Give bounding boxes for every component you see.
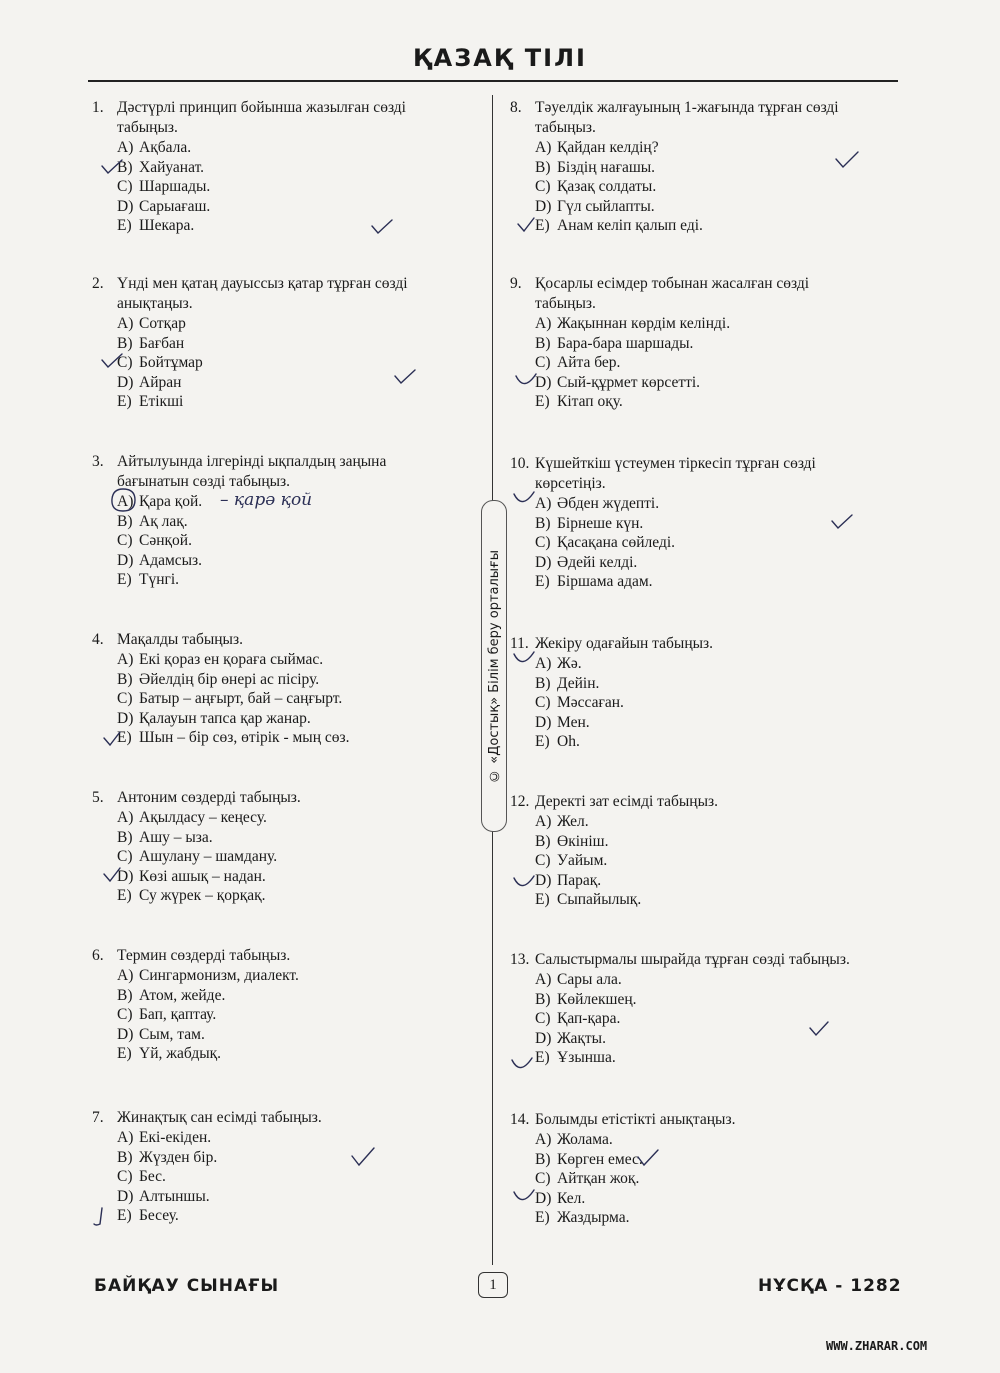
option-c: C) Шаршады.	[117, 178, 211, 196]
option-e: E) Анам келіп қалып еді.	[535, 217, 703, 235]
question-text-cont: бағынатын сөзді табыңыз.	[117, 473, 291, 490]
question-6	[92, 946, 477, 1064]
option-e: E) Бесеу.	[117, 1207, 179, 1225]
option-c: C) Айтқан жоқ.	[535, 1170, 640, 1188]
title-divider	[88, 80, 898, 82]
question-14	[510, 1110, 895, 1228]
option-list	[510, 314, 895, 412]
option-list	[510, 494, 895, 592]
question-text: Мақалды табыңыз.	[117, 631, 243, 648]
option-e: E) Үй, жабдық.	[117, 1045, 222, 1063]
question-number: 9.	[510, 275, 522, 292]
option-a: A) Жел.	[535, 813, 589, 830]
question-2	[92, 274, 477, 412]
question-number: 5.	[92, 789, 104, 806]
option-d: D) Көзі ашық – надан.	[117, 867, 266, 885]
question-7	[92, 1108, 477, 1226]
option-a: A) Сингармонизм, диалект.	[117, 967, 299, 984]
option-c: C) Қасақана сөйледі.	[535, 534, 676, 552]
option-a: A) Қара қой.	[117, 493, 203, 510]
side-banner	[481, 500, 507, 832]
option-list	[510, 812, 895, 910]
option-c: C) Қап-қара.	[535, 1010, 621, 1028]
question-9	[510, 274, 895, 412]
option-b: B) Ашу – ыза.	[117, 828, 213, 846]
question-text-cont: анықтаңыз.	[117, 295, 193, 312]
question-text: Салыстырмалы шырайда тұрған сөзді табыңыз.	[535, 951, 850, 968]
option-d: D) Әдейі келді.	[535, 553, 638, 571]
option-c: C) Айта бер.	[535, 354, 621, 372]
option-e: E) Шын – бір сөз, өтірік - мың сөз.	[117, 729, 350, 747]
question-10	[510, 454, 895, 592]
option-list	[92, 650, 477, 748]
option-list	[510, 1130, 895, 1228]
option-e: E) Етікші	[117, 393, 184, 411]
option-b: B) Көрген емес.	[535, 1150, 643, 1168]
option-b: B) Әйелдің бір өнері ас пісіру.	[117, 670, 320, 688]
option-b: B) Өкініш.	[535, 832, 609, 850]
question-text: Дәстүрлі принцип бойынша жазылған сөзді	[117, 99, 406, 116]
option-a: A) Әбден жүдепті.	[535, 495, 660, 512]
option-d: D) Кел.	[535, 1189, 586, 1207]
option-b: B) Жүзден бір.	[117, 1148, 218, 1166]
question-text-cont: табыңыз.	[535, 119, 596, 136]
question-text: Жекіру одағайын табыңыз.	[535, 635, 714, 652]
option-a: A) Сары ала.	[535, 971, 622, 988]
option-a: A) Жә.	[535, 655, 582, 672]
option-d: D) Алтыншы.	[117, 1187, 210, 1205]
option-d: D) Адамсыз.	[117, 551, 203, 569]
question-5	[92, 788, 477, 906]
option-c: C) Мәссаған.	[535, 694, 624, 712]
question-text: Тәуелдік жалғауының 1-жағында тұрған сөзді	[535, 99, 839, 116]
option-c: C) Бап, қаптау.	[117, 1006, 217, 1024]
option-list	[92, 966, 477, 1064]
option-a: A) Сотқар	[117, 315, 186, 332]
option-a: A) Жолама.	[535, 1131, 613, 1148]
option-d: D) Жақты.	[535, 1029, 606, 1047]
question-number: 13.	[510, 951, 530, 968]
left-column	[92, 98, 477, 1258]
question-number: 8.	[510, 99, 522, 116]
option-d: D) Айран	[117, 373, 182, 391]
question-13	[510, 950, 895, 1068]
option-a: A) Екі-екіден.	[117, 1129, 212, 1146]
option-e: E) Біршама адам.	[535, 573, 653, 591]
option-list	[510, 138, 895, 236]
question-8	[510, 98, 895, 236]
option-b: B) Дейін.	[535, 674, 600, 692]
option-list	[92, 808, 477, 906]
question-number: 11.	[510, 635, 529, 652]
question-number: 12.	[510, 793, 530, 810]
question-text-cont: табыңыз.	[535, 295, 596, 312]
footer-variant: НҰСҚА - 1282	[758, 1276, 902, 1296]
option-c: C) Бес.	[117, 1168, 166, 1186]
option-d: D) Сый-құрмет көрсетті.	[535, 373, 701, 391]
page-number: 1	[478, 1272, 508, 1298]
option-c: C) Сәнқой.	[117, 532, 192, 550]
page-title: ҚАЗАҚ ТІЛІ	[413, 44, 587, 72]
question-text-cont: көрсетіңіз.	[535, 475, 606, 492]
question-12	[510, 792, 895, 910]
question-text: Жинақтық сан есімді табыңыз.	[117, 1109, 322, 1126]
option-c: C) Қазақ солдаты.	[535, 178, 657, 196]
handwritten-note: – қарə қой	[220, 490, 313, 510]
question-3	[92, 452, 477, 590]
option-list	[92, 138, 477, 236]
option-d: D) Гүл сыйлапты.	[535, 197, 655, 215]
question-text-cont: табыңыз.	[117, 119, 178, 136]
site-watermark: WWW.ZHARAR.COM	[826, 1339, 928, 1353]
footer-test-title: БАЙҚАУ СЫНАҒЫ	[94, 1276, 280, 1296]
option-a: A) Ақылдасу – кеңесу.	[117, 809, 267, 826]
option-list	[510, 654, 895, 752]
option-a: A) Ақбала.	[117, 139, 192, 156]
option-e: E) Кітап оқу.	[535, 393, 623, 411]
question-number: 6.	[92, 947, 104, 964]
question-number: 2.	[92, 275, 104, 292]
option-list	[92, 1128, 477, 1226]
option-b: B) Хайуанат.	[117, 158, 205, 176]
option-b: B) Бірнеше күн.	[535, 514, 644, 532]
question-number: 1.	[92, 99, 104, 116]
question-11	[510, 634, 895, 752]
option-a: A) Қайдан келдің?	[535, 139, 659, 156]
option-b: B) Бағбан	[117, 334, 185, 352]
option-c: C) Бойтұмар	[117, 354, 203, 372]
option-d: D) Парақ.	[535, 871, 602, 889]
option-c: C) Батыр – аңғырт, бай – саңғырт.	[117, 690, 343, 708]
question-number: 14.	[510, 1111, 530, 1128]
option-e: E) Су жүрек – қорқақ.	[117, 887, 266, 905]
option-c: C) Ашулану – шамдану.	[117, 848, 278, 866]
question-number: 7.	[92, 1109, 104, 1126]
question-text: Күшейткіш үстеумен тіркесіп тұрған сөзді	[535, 455, 816, 472]
question-text: Үнді мен қатаң дауыссыз қатар тұрған сөзді	[117, 275, 408, 292]
option-d: D) Сарыағаш.	[117, 197, 211, 215]
question-text: Қосарлы есімдер тобынан жасалған сөзді	[535, 275, 810, 292]
right-column	[510, 98, 895, 1258]
side-banner-text: © «Достық» Білім беру орталығы	[486, 549, 502, 783]
option-d: D) Мен.	[535, 713, 590, 731]
question-number: 4.	[92, 631, 104, 648]
option-c: C) Уайым.	[535, 852, 608, 870]
option-b: B) Атом, жейде.	[117, 986, 226, 1004]
option-e: E) Оһ.	[535, 733, 580, 751]
question-text: Деректі зат есімді табыңыз.	[535, 793, 718, 810]
question-text: Антоним сөздерді табыңыз.	[117, 789, 301, 806]
question-number: 3.	[92, 453, 104, 470]
option-e: E) Ұзынша.	[535, 1049, 616, 1067]
option-d: D) Сым, там.	[117, 1025, 205, 1043]
option-list	[92, 314, 477, 412]
option-e: E) Шекара.	[117, 217, 195, 235]
question-1	[92, 98, 477, 236]
question-number: 10.	[510, 455, 530, 472]
question-4	[92, 630, 477, 748]
option-a: A) Екі қораз ен қораға сыймас.	[117, 651, 324, 668]
question-text: Термин сөздерді табыңыз.	[117, 947, 291, 964]
option-e: E) Жаздырма.	[535, 1209, 630, 1227]
option-b: B) Көйлекшең.	[535, 990, 637, 1008]
option-a: A) Жақыннан көрдім келінді.	[535, 315, 731, 332]
question-text: Болымды етістікті анықтаңыз.	[535, 1111, 736, 1128]
option-b: B) Ақ лақ.	[117, 512, 188, 530]
option-b: B) Біздің нағашы.	[535, 158, 656, 176]
question-text: Айтылуында ілгерінді ықпалдың заңына	[117, 453, 387, 470]
option-e: E) Түнгі.	[117, 571, 180, 589]
option-list	[510, 970, 895, 1068]
option-e: E) Сыпайылық.	[535, 891, 642, 909]
option-d: D) Қалауын тапса қар жанар.	[117, 709, 311, 727]
option-b: B) Бара-бара шаршады.	[535, 334, 694, 352]
